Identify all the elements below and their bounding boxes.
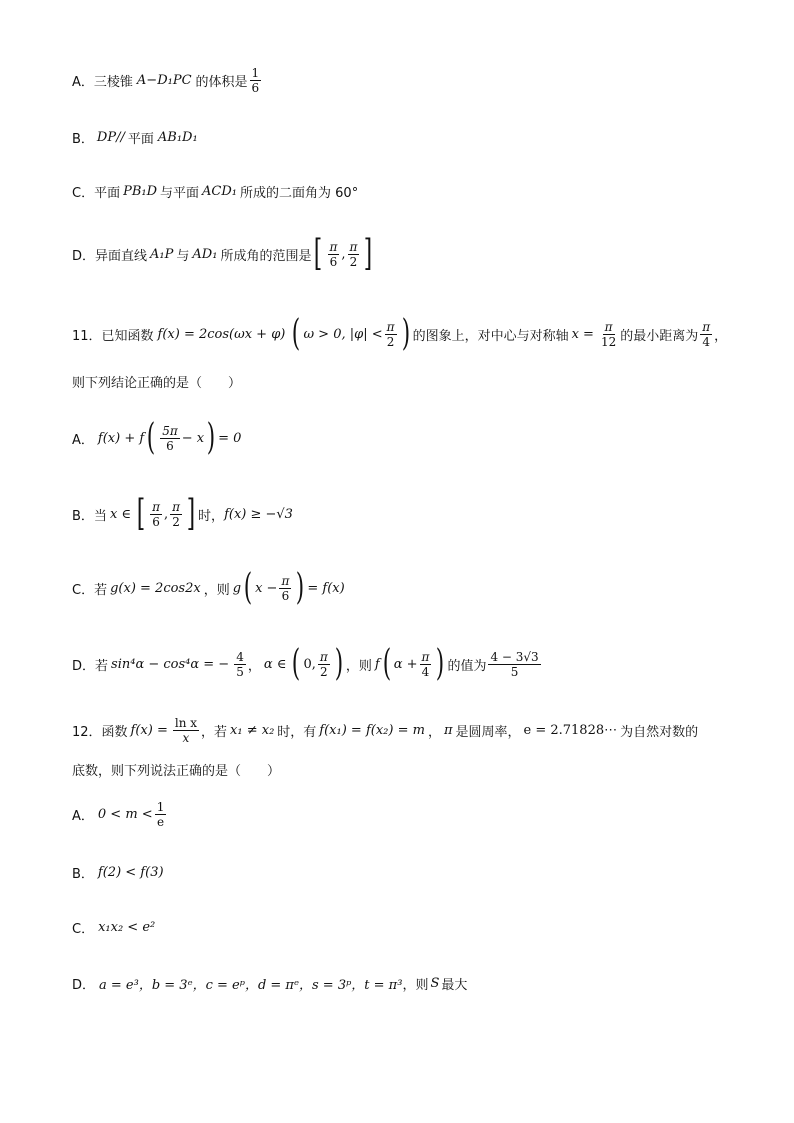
question-number: 11．已知函数 — [72, 328, 154, 344]
fraction: $\frac{\pi}{2}$ — [319, 649, 328, 679]
math-expr: x₁ ≠ x₂ — [230, 723, 275, 738]
fraction: $\frac{5\pi}{6}$ — [162, 423, 178, 453]
math-expr: f(2) < f(3) — [97, 865, 164, 880]
math-expr: = 0 — [218, 430, 242, 446]
math-expr: 0 < m < — [97, 807, 153, 822]
right-paren: ) — [401, 313, 410, 354]
question-text: 的最小距离为 — [620, 328, 699, 344]
math-expr: ω > 0, |φ| < — [303, 326, 383, 342]
right-bracket: ] — [364, 233, 373, 274]
q12-option-b — [72, 863, 164, 882]
option-label: C． — [72, 582, 95, 598]
q12-option-c — [72, 918, 155, 937]
comma: , — [341, 246, 346, 262]
math-expr: x₁x₂ < e² — [98, 920, 156, 935]
option-text: 与平面 — [160, 186, 200, 201]
fraction: $\frac{\pi}{6}$ — [152, 499, 160, 529]
option-label: B． — [72, 132, 94, 147]
math-expr: f(x) = — [130, 723, 168, 738]
fraction: $\frac{\pi}{4}$ — [702, 319, 711, 349]
option-label: B． — [72, 867, 94, 882]
option-label: C． — [72, 186, 95, 201]
fraction: $\frac{1}{6}$ — [251, 66, 260, 95]
math-expr: 0 — [303, 656, 312, 672]
option-text: 若 — [94, 582, 108, 598]
fraction: $\frac{\pi}{6}$ — [329, 239, 338, 269]
option-text: 异面直线 — [95, 248, 148, 264]
math-expr: = f(x) — [307, 580, 345, 596]
fraction: $\frac{4 - 3√3}{5}$ — [490, 649, 539, 679]
option-text: 的体积是 — [195, 75, 248, 90]
q10-option-a — [72, 66, 263, 95]
math-expr: x − — [255, 580, 278, 596]
option-text: 所成角的范围是 — [220, 248, 312, 264]
math-expr: DP// — [96, 130, 125, 145]
math-expr: g — [232, 580, 242, 596]
option-text: 三棱锥 — [93, 75, 133, 90]
right-paren: ) — [436, 643, 445, 684]
q11-option-c — [72, 567, 345, 608]
left-paren: ( — [382, 643, 391, 684]
question-number: 12．函数 — [72, 725, 128, 740]
fraction: $\frac{\pi}{12}$ — [600, 319, 617, 349]
left-paren: ( — [292, 643, 301, 684]
question-text: ， — [714, 328, 728, 344]
math-expr: PB₁D — [123, 184, 158, 199]
q11-option-b — [72, 493, 293, 534]
right-bracket: ] — [186, 493, 196, 534]
fraction: $\frac{\pi}{2}$ — [349, 239, 358, 269]
q11-option-a — [72, 417, 242, 458]
option-text: 所成的二面角为 60° — [240, 186, 359, 201]
fraction: $\frac{\text{ln x}}{x}$ — [174, 716, 198, 745]
question-text: 为自然对数的 — [620, 725, 699, 740]
option-text: ，则 — [203, 582, 230, 598]
math-expr: A−D₁PC — [136, 73, 192, 88]
option-text: 最大 — [441, 978, 468, 993]
math-expr: f — [374, 656, 380, 672]
option-text: ，则 — [345, 658, 372, 674]
option-text: 平面 — [127, 132, 154, 147]
math-expr: π — [443, 723, 453, 738]
math-expr: AB₁D₁ — [157, 130, 198, 145]
option-text: ， — [247, 658, 261, 674]
option-label: A． — [72, 809, 94, 824]
right-paren: ) — [206, 417, 216, 458]
q10-option-c — [72, 182, 358, 201]
option-label: A． — [72, 432, 94, 448]
q11-option-d — [72, 643, 543, 684]
q10-option-d — [72, 233, 375, 274]
math-expr: x ∈ — [109, 506, 132, 522]
math-expr: S — [430, 976, 440, 991]
comma: , — [311, 656, 316, 672]
math-expr: e = 2.71828⋯ — [523, 723, 618, 738]
math-expr: f(x) ≥ −√3 — [224, 506, 293, 522]
option-label: B． — [72, 508, 94, 524]
left-bracket: [ — [136, 493, 146, 534]
math-expr: − x — [181, 430, 205, 446]
question-text: 底数，则下列说法正确的是（ ） — [72, 764, 281, 779]
math-expr: α + — [393, 656, 418, 672]
option-text: 的值为 — [447, 658, 487, 674]
option-label: C． — [72, 922, 95, 937]
math-expr: ACD₁ — [202, 184, 238, 199]
question-text: 的图象上，对中心与对称轴 — [412, 328, 569, 344]
option-label: D． — [72, 658, 96, 674]
left-paren: ( — [292, 313, 301, 354]
question-text: ， — [427, 725, 441, 740]
option-label: D． — [72, 248, 96, 264]
math-expr: f(x) + f — [97, 430, 145, 446]
right-paren: ) — [296, 567, 305, 608]
q12-option-a — [72, 800, 168, 829]
option-text: 与 — [176, 248, 190, 264]
option-label: D． — [72, 978, 96, 993]
math-expr: g(x) = 2cos2x — [110, 580, 201, 596]
math-expr: α ∈ — [263, 656, 287, 672]
q10-option-b — [72, 128, 198, 147]
question-text: 是圆周率， — [455, 725, 521, 740]
option-text: 时， — [198, 508, 225, 524]
fraction: $\frac{\pi}{2}$ — [172, 499, 180, 529]
question-text: 时，有 — [277, 725, 317, 740]
question-text: ，若 — [201, 725, 228, 740]
fraction: $\frac{4}{5}$ — [236, 649, 244, 679]
math-expr: sin⁴α − cos⁴α = − — [111, 656, 230, 672]
left-bracket: [ — [314, 233, 323, 274]
option-text: 若 — [95, 658, 109, 674]
math-expr: f(x) = 2cos(ωx + φ) — [157, 326, 286, 342]
q12-stem-line2 — [72, 760, 280, 779]
question-text: 则下列结论正确的是（ ） — [72, 376, 242, 391]
left-paren: ( — [146, 417, 156, 458]
comma: , — [163, 506, 169, 522]
option-label: A． — [72, 75, 94, 90]
math-expr: A₁P — [150, 246, 174, 262]
math-expr: f(x₁) = f(x₂) = m — [319, 723, 425, 738]
math-expr: a = e³，b = 3ᵉ，c = eᵖ，d = πᵉ，s = 3ᵖ，t = π³ — [99, 978, 403, 993]
fraction: $\frac{\pi}{6}$ — [281, 573, 290, 603]
q12-option-d — [72, 974, 467, 993]
q11-stem — [72, 313, 728, 354]
math-expr: AD₁ — [192, 246, 218, 262]
option-text: ，则 — [402, 978, 429, 993]
fraction: $\frac{\pi}{2}$ — [386, 319, 395, 349]
option-text: 当 — [93, 508, 107, 524]
option-text: 平面 — [94, 186, 121, 201]
q11-stem-line2 — [72, 372, 241, 391]
fraction: $\frac{\pi}{4}$ — [421, 649, 430, 679]
math-expr: x = — [571, 326, 594, 342]
right-paren: ) — [334, 643, 344, 684]
left-paren: ( — [243, 567, 253, 608]
q12-stem — [72, 716, 698, 745]
fraction: $\frac{1}{e}$ — [156, 800, 165, 829]
